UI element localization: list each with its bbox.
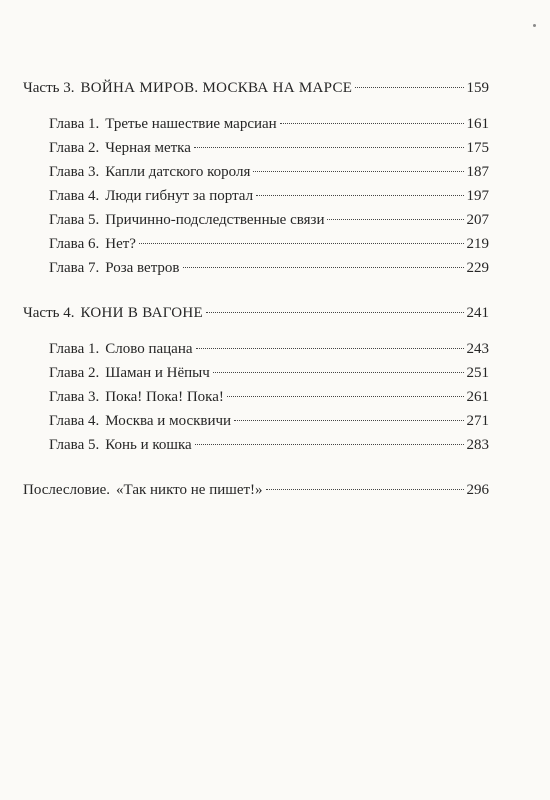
toc-part-prefix: Часть 4. xyxy=(23,305,75,321)
toc-chapter-title: Третье нашествие марсиан xyxy=(105,116,277,132)
toc-chapter-prefix: Глава 1. xyxy=(49,116,100,132)
toc-chapter-label xyxy=(49,256,180,280)
toc-chapter-entry[interactable] xyxy=(23,112,489,136)
toc-page-number: 229 xyxy=(466,260,489,276)
toc-chapter-label xyxy=(49,433,192,457)
toc-chapter-label xyxy=(49,361,210,385)
toc-chapter-label xyxy=(49,136,191,160)
toc-chapter-label xyxy=(49,208,324,232)
toc-chapter-prefix: Глава 1. xyxy=(49,341,100,357)
toc-page-number: 251 xyxy=(466,365,489,381)
toc-leader-dots xyxy=(256,195,463,196)
toc-chapter-title: Люди гибнут за портал xyxy=(105,188,254,204)
toc-leader-dots xyxy=(213,372,464,373)
toc-part-prefix: Часть 3. xyxy=(23,80,75,96)
toc-part-label xyxy=(23,76,352,100)
toc-chapter-title: Пока! Пока! Пока! xyxy=(105,389,224,405)
toc-chapter-title: Слово пацана xyxy=(105,341,193,357)
toc-chapter-title: Конь и кошка xyxy=(105,437,192,453)
toc-chapter-entry[interactable] xyxy=(23,337,489,361)
toc-chapter-title: Черная метка xyxy=(105,140,191,156)
toc-part-title: КОНИ В ВАГОНЕ xyxy=(80,305,204,321)
toc-part-title: ВОЙНА МИРОВ. МОСКВА НА МАРСЕ xyxy=(80,80,353,96)
toc-chapter-prefix: Глава 3. xyxy=(49,164,100,180)
toc-afterword-label xyxy=(23,478,263,502)
table-of-contents xyxy=(23,76,489,502)
toc-chapter-label xyxy=(49,184,253,208)
toc-page-number: 283 xyxy=(466,437,489,453)
toc-part-3[interactable] xyxy=(23,76,489,100)
toc-chapter-prefix: Глава 2. xyxy=(49,365,100,381)
toc-chapter-label xyxy=(49,385,224,409)
toc-chapter-entry[interactable] xyxy=(23,208,489,232)
toc-chapter-label xyxy=(49,409,231,433)
toc-leader-dots xyxy=(327,219,463,220)
toc-page-number: 207 xyxy=(466,212,489,228)
toc-page-number: 187 xyxy=(466,164,489,180)
toc-chapter-label xyxy=(49,112,277,136)
toc-chapter-prefix: Глава 3. xyxy=(49,389,100,405)
toc-chapter-title: Роза ветров xyxy=(105,260,180,276)
toc-page-number: 197 xyxy=(466,188,489,204)
toc-chapter-label xyxy=(49,232,136,256)
toc-chapter-prefix: Глава 4. xyxy=(49,413,100,429)
toc-leader-dots xyxy=(280,123,464,124)
toc-afterword[interactable] xyxy=(23,478,489,502)
toc-chapter-prefix: Глава 2. xyxy=(49,140,100,156)
toc-chapter-entry[interactable] xyxy=(23,232,489,256)
toc-leader-dots xyxy=(355,87,463,88)
page-speck xyxy=(533,24,536,27)
toc-page-number: 161 xyxy=(466,116,489,132)
toc-leader-dots xyxy=(194,147,464,148)
toc-chapter-label xyxy=(49,160,250,184)
toc-leader-dots xyxy=(227,396,464,397)
toc-chapter-prefix: Глава 7. xyxy=(49,260,100,276)
toc-leader-dots xyxy=(234,420,463,421)
toc-chapter-title: Капли датского короля xyxy=(105,164,251,180)
toc-page-number: 296 xyxy=(466,482,489,498)
toc-leader-dots xyxy=(196,348,464,349)
toc-page-number: 271 xyxy=(466,413,489,429)
toc-chapter-entry[interactable] xyxy=(23,385,489,409)
toc-chapter-prefix: Глава 6. xyxy=(49,236,100,252)
toc-chapter-entry[interactable] xyxy=(23,136,489,160)
toc-page-number: 243 xyxy=(466,341,489,357)
toc-leader-dots xyxy=(266,489,464,490)
toc-leader-dots xyxy=(206,312,463,313)
toc-page-number: 159 xyxy=(466,80,489,96)
toc-leader-dots xyxy=(139,243,464,244)
toc-chapter-prefix: Глава 5. xyxy=(49,212,100,228)
toc-chapter-entry[interactable] xyxy=(23,361,489,385)
toc-chapter-label xyxy=(49,337,193,361)
toc-chapter-entry[interactable] xyxy=(23,160,489,184)
toc-page-number: 175 xyxy=(466,140,489,156)
toc-chapter-title: Нет? xyxy=(105,236,136,252)
toc-chapter-entry[interactable] xyxy=(23,256,489,280)
toc-chapter-title: Москва и москвичи xyxy=(105,413,232,429)
toc-afterword-prefix: Послесловие. xyxy=(23,482,111,498)
toc-chapter-prefix: Глава 4. xyxy=(49,188,100,204)
toc-leader-dots xyxy=(253,171,463,172)
toc-part-4[interactable] xyxy=(23,301,489,325)
toc-part-label xyxy=(23,301,203,325)
toc-afterword-title: «Так никто не пишет!» xyxy=(116,482,263,498)
toc-page-number: 261 xyxy=(466,389,489,405)
toc-page-number: 241 xyxy=(466,305,489,321)
toc-chapter-title: Причинно-подследственные связи xyxy=(105,212,325,228)
toc-leader-dots xyxy=(195,444,464,445)
toc-page-number: 219 xyxy=(466,236,489,252)
toc-chapter-title: Шаман и Нёпыч xyxy=(105,365,210,381)
toc-leader-dots xyxy=(183,267,464,268)
toc-chapter-entry[interactable] xyxy=(23,184,489,208)
toc-chapter-entry[interactable] xyxy=(23,433,489,457)
toc-chapter-prefix: Глава 5. xyxy=(49,437,100,453)
toc-chapter-entry[interactable] xyxy=(23,409,489,433)
